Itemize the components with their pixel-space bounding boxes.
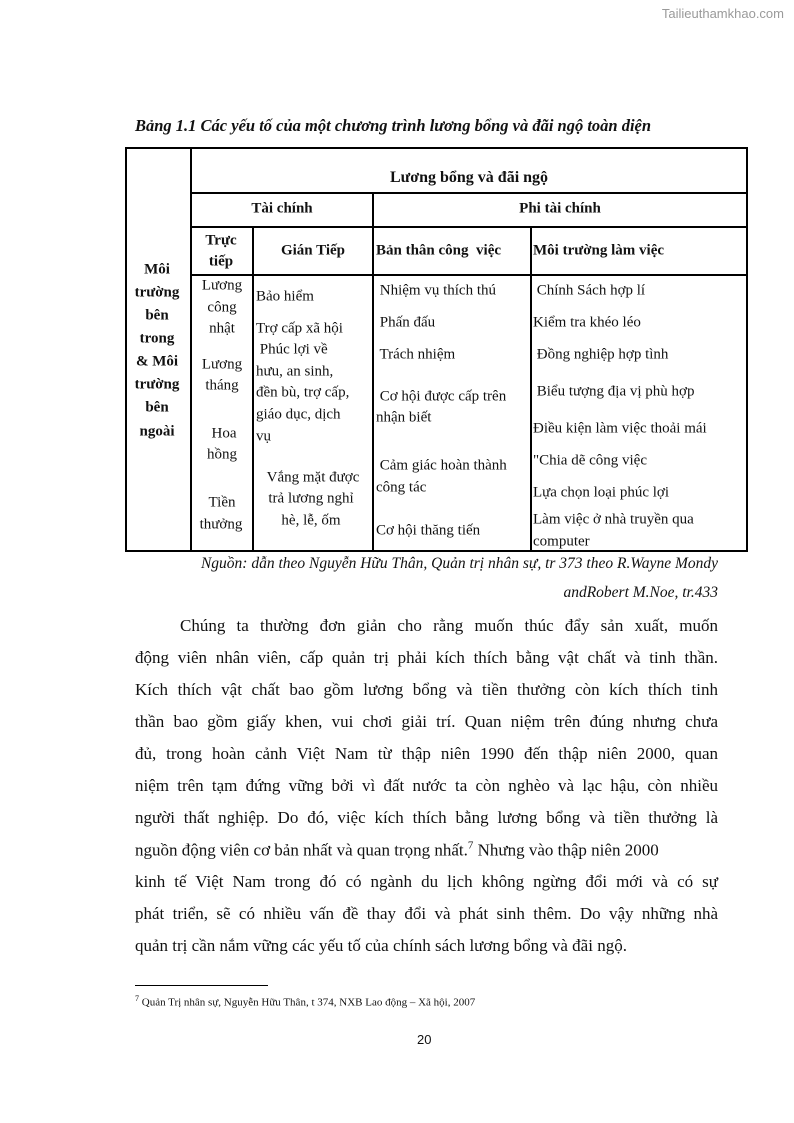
paragraph-text: nguồn động viên cơ bản nhất và quan trọng nhất.	[135, 840, 468, 860]
cell-text: trả lương nghỉ	[268, 490, 354, 507]
cell-text: công tác	[376, 479, 427, 496]
paragraph-line: kinh tế Việt Nam trong đó có ngành du lịch không ngừng đổi mới và có sự	[135, 872, 718, 891]
cell-text: Trách nhiệm	[376, 346, 456, 363]
row-header-line: ngoài	[139, 423, 175, 440]
cell-text: Lương	[201, 277, 243, 294]
paragraph-line: Kích thích vật chất bao gồm lương bổng và tiền thưởng còn kích thích tinh	[135, 680, 718, 699]
table-caption: Bảng 1.1 Các yếu tố của một chương trình lương bổng và đãi ngộ toàn diện	[135, 116, 652, 135]
cell-text: vụ	[256, 428, 271, 445]
header-compensation: Lương bổng và đãi ngộ	[389, 169, 549, 186]
paragraph-line: phát triển, sẽ có nhiều vấn đề thay đổi và phát sinh thêm. Do vậy những nhà	[135, 904, 718, 923]
cell-text: "Chia dẽ công việc	[533, 452, 648, 469]
header-nonfinancial: Phi tài chính	[519, 200, 601, 217]
cell-text: nhận biết	[376, 409, 432, 426]
cell-text: Đồng nghiệp hợp tình	[533, 346, 669, 363]
cell-text: hồng	[207, 446, 237, 463]
row-header-line: bên	[145, 307, 169, 324]
cell-text: Bảo hiểm	[256, 288, 314, 305]
row-header-line: trường	[134, 376, 180, 393]
paragraph-text: Nhưng vào thập niên 2000	[477, 840, 659, 860]
paragraph-line	[135, 840, 718, 861]
divider	[252, 226, 254, 550]
divider	[190, 192, 746, 194]
footnote-separator	[135, 985, 268, 986]
table-source: Nguồn: dẫn theo Nguyễn Hữu Thân, Quản trị nhân sự, tr 373 theo R.Wayne Mondy	[200, 555, 718, 572]
paragraph-line: đủ, trong hoàn cảnh Việt Nam từ thập niên 1990 đến thập niên 2000, quan	[135, 744, 718, 763]
cell-text: Kiểm tra khéo léo	[533, 314, 641, 331]
watermark: Tailieuthamkhao.com	[661, 6, 784, 21]
cell-text: Lương	[201, 356, 243, 373]
header-job: Bản thân công việc	[376, 242, 502, 259]
paragraph-line: Chúng ta thường đơn giản cho rằng muốn thúc đẩy sản xuất, muốn	[180, 616, 718, 635]
cell-text: giáo dục, dịch	[256, 406, 341, 423]
cell-text: Cơ hội thăng tiến	[376, 522, 481, 539]
header-direct: tiếp	[208, 253, 234, 270]
cell-text: Chính Sách hợp lí	[533, 282, 646, 299]
cell-text: Tiền	[208, 494, 236, 511]
cell-text: Cơ hội được cấp trên	[376, 388, 507, 405]
cell-text: computer	[533, 533, 590, 550]
paragraph-line: động viên nhân viên, cấp quản trị phải kích thích bằng vật chất và tinh thần.	[135, 648, 718, 667]
cell-text: Trợ cấp xã hội	[256, 320, 343, 337]
divider	[190, 274, 746, 276]
cell-text: Phấn đấu	[376, 314, 436, 331]
cell-text: Lựa chọn loại phúc lợi	[533, 484, 670, 501]
cell-text: nhật	[209, 320, 235, 337]
paragraph-line: người thất nghiệp. Do đó, việc kích thích bằng lương bổng và tiền thưởng là	[135, 808, 718, 827]
cell-text: công	[207, 299, 237, 316]
header-indirect: Gián Tiếp	[280, 242, 346, 259]
cell-text: hưu, an sinh,	[256, 363, 334, 380]
cell-text: hè, lễ, ốm	[281, 512, 341, 529]
footnote	[135, 994, 475, 1009]
cell-text: tháng	[205, 377, 239, 394]
row-header-line: bên	[145, 399, 169, 416]
cell-text: Nhiệm vụ thích thú	[376, 282, 496, 299]
header-direct: Trực	[205, 232, 237, 249]
cell-text: thưởng	[199, 516, 243, 533]
cell-text: Điều kiện làm việc thoải mái	[533, 420, 707, 437]
paragraph-line: quản trị cần nắm vững các yếu tố của chính sách lương bổng và đãi ngộ.	[135, 936, 627, 955]
divider	[190, 226, 746, 228]
cell-text: đền bù, trợ cấp,	[256, 384, 350, 401]
cell-text: Vắng mặt được	[266, 469, 360, 486]
header-environment: Môi trường làm việc	[533, 242, 665, 259]
footnote-ref[interactable]: 7	[467, 839, 474, 852]
cell-text: Hoa	[211, 425, 237, 442]
cell-text: Làm việc ở nhà truyền qua	[533, 511, 694, 528]
cell-text: Biểu tượng địa vị phù hợp	[533, 383, 695, 400]
divider	[190, 149, 192, 550]
cell-text: Phúc lợi về	[256, 341, 328, 358]
row-header-line: trường	[134, 284, 180, 301]
row-header-line: & Môi	[135, 353, 179, 370]
divider	[530, 226, 532, 550]
row-header-line: trong	[139, 330, 175, 347]
cell-text: Cảm giác hoàn thành	[376, 457, 507, 474]
footnote-number: 7	[135, 994, 139, 1003]
table-source: andRobert M.Noe, tr.433	[563, 584, 718, 601]
header-financial: Tài chính	[251, 200, 313, 217]
row-header-line: Môi	[144, 261, 170, 278]
page-number: 20	[417, 1032, 432, 1047]
divider	[372, 192, 374, 550]
footnote-text: Quản Trị nhân sự, Nguyễn Hữu Thân, t 374, NXB Lao động – Xã hội, 2007	[141, 996, 476, 1009]
paragraph-line: niệm trên tạm đứng vững bởi vì đất nước ta còn nghèo và lạc hậu, còn nhiều	[135, 776, 718, 795]
paragraph-line: thần bao gồm giấy khen, vui chơi giải trí. Quan niệm trên đúng nhưng chưa	[135, 712, 718, 731]
